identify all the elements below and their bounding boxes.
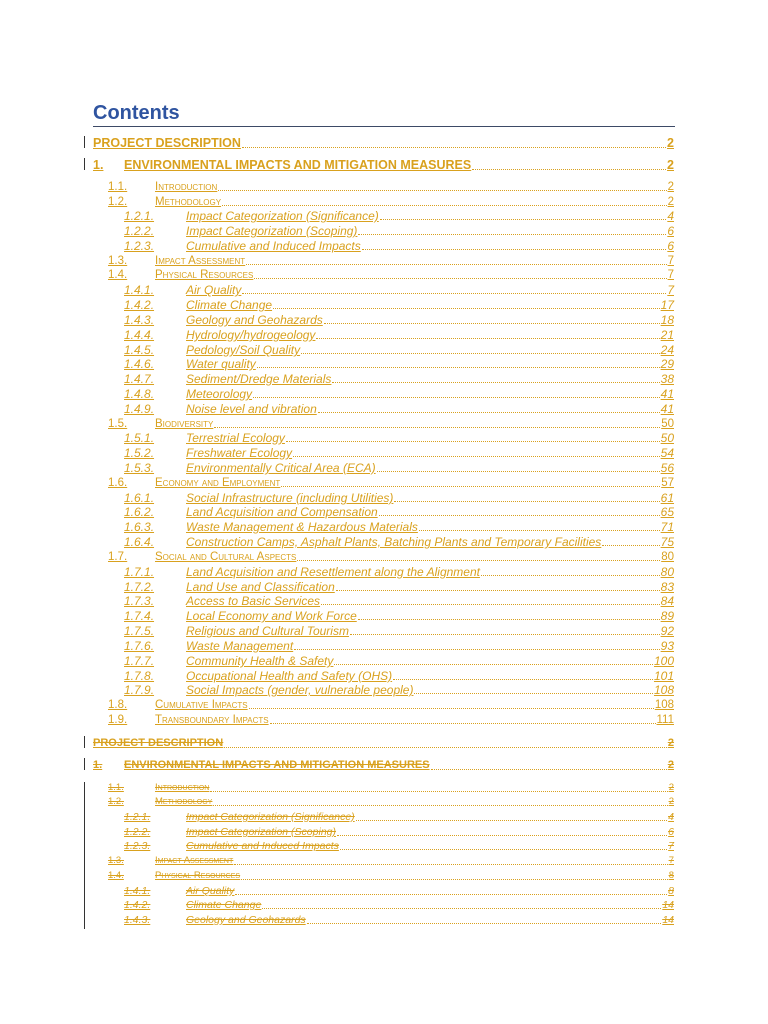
- dot-leader: [281, 486, 660, 487]
- toc-entry-page: 29: [660, 357, 674, 371]
- toc-entry[interactable]: [108, 417, 674, 431]
- dot-leader: [242, 293, 666, 294]
- toc-entry[interactable]: [124, 609, 674, 623]
- deleted-toc-entry[interactable]: [108, 869, 674, 883]
- toc-entry-page: 7: [667, 283, 674, 297]
- toc-entry-number: 1.6.3.: [124, 520, 155, 534]
- toc-entry-page: 108: [653, 683, 674, 697]
- toc-entry-number: 1.: [93, 759, 103, 771]
- toc-entry-number: 1.7.6.: [124, 639, 155, 653]
- toc-entry[interactable]: [108, 180, 674, 194]
- toc-entry-number: 1.3.: [108, 855, 124, 866]
- deleted-toc-entry[interactable]: [124, 913, 674, 927]
- toc-entry-number: 1.4.2.: [124, 899, 151, 911]
- dot-leader: [332, 382, 659, 383]
- dot-leader: [307, 923, 662, 924]
- toc-entry-page: 54: [660, 446, 674, 460]
- toc-entry[interactable]: [124, 505, 674, 519]
- toc-entry-page: 108: [654, 699, 674, 711]
- toc-entry-page: 2: [667, 136, 674, 150]
- toc-entry-page: 111: [656, 714, 674, 726]
- dot-leader: [340, 849, 667, 850]
- dot-leader: [213, 805, 667, 806]
- toc-entry-title: Impact Categorization (Significance): [186, 811, 355, 823]
- toc-entry-number: 1.4.3.: [124, 914, 151, 926]
- toc-entry-title: Sediment/Dredge Materials: [186, 372, 332, 386]
- toc-entry-number: 1.9.: [108, 714, 128, 726]
- dot-leader: [380, 219, 667, 220]
- dot-leader: [222, 205, 667, 206]
- toc-entry-page: 21: [660, 328, 674, 342]
- toc-entry-title: Climate Change: [186, 298, 273, 312]
- toc-entry-title: Physical Resources: [155, 870, 241, 881]
- dot-leader: [362, 249, 667, 250]
- toc-entry-title: Social and Cultural Aspects: [155, 551, 297, 563]
- toc-entry-page: 6: [668, 826, 674, 838]
- dot-leader: [218, 190, 666, 191]
- toc-entry-number: 1.4.2.: [124, 298, 155, 312]
- toc-entry-page: 92: [660, 624, 674, 638]
- toc-entry-number: 1.2.1.: [124, 811, 151, 823]
- deleted-toc-entry[interactable]: [124, 825, 674, 839]
- dot-leader: [324, 323, 660, 324]
- dot-leader: [358, 619, 660, 620]
- toc-entry-number: 1.7.5.: [124, 624, 155, 638]
- toc-entry-title: Pedology/Soil Quality: [186, 343, 301, 357]
- dot-leader: [270, 723, 656, 724]
- toc-entry[interactable]: [124, 535, 674, 549]
- toc-entry-page: 14: [662, 914, 674, 926]
- toc-entry-number: 1.4.6.: [124, 357, 155, 371]
- toc-entry[interactable]: [93, 157, 674, 173]
- toc-entry-page: 80: [660, 565, 674, 579]
- toc-entry-number: 1.8.: [108, 699, 128, 711]
- toc-entry[interactable]: [124, 639, 674, 653]
- toc-entry-number: 1.4.8.: [124, 387, 155, 401]
- toc-entry[interactable]: [108, 713, 674, 727]
- toc-entry-title: Meteorology: [186, 387, 253, 401]
- toc-entry-number: 1.7.8.: [124, 669, 155, 683]
- toc-entry-page: 38: [660, 372, 674, 386]
- toc-entry-page: 56: [660, 461, 674, 475]
- toc-entry[interactable]: [124, 624, 674, 638]
- toc-entry-title: Hydrology/hydrogeology: [186, 328, 316, 342]
- toc-entry-page: 2: [667, 759, 674, 771]
- toc-entry-page: 61: [660, 491, 674, 505]
- deleted-toc-entry[interactable]: [108, 795, 674, 809]
- toc-entry-title: Occupational Health and Safety (OHS): [186, 669, 393, 683]
- deleted-toc-entry[interactable]: [124, 839, 674, 853]
- toc-entry-page: 93: [660, 639, 674, 653]
- toc-entry-number: 1.7.2.: [124, 580, 155, 594]
- toc-entry-title: Climate Change: [186, 899, 262, 911]
- dot-leader: [249, 708, 654, 709]
- dot-leader: [273, 308, 660, 309]
- toc-entry-title: Economy and Employment: [155, 477, 281, 489]
- toc-entry-title: Cumulative and Induced Impacts: [186, 239, 361, 253]
- dot-leader: [318, 412, 660, 413]
- dot-leader: [394, 501, 659, 502]
- toc-entry-number: 1.4.1.: [124, 885, 151, 897]
- dot-leader: [301, 353, 660, 354]
- toc-entry-number: 1.6.2.: [124, 505, 155, 519]
- toc-entry-number: 1.4.5.: [124, 343, 155, 357]
- toc-entry-number: 1.5.2.: [124, 446, 155, 460]
- toc-entry-title: Construction Camps, Asphalt Plants, Batching Plants and Temporary Facilities: [186, 535, 602, 549]
- toc-entry-number: 1.3.: [108, 255, 128, 267]
- toc-entry-page: 57: [661, 477, 674, 489]
- toc-entry-number: 1.1.: [108, 782, 124, 793]
- toc-entry-page: 83: [660, 580, 674, 594]
- toc-entry-page: 6: [667, 224, 674, 238]
- dot-leader: [334, 664, 653, 665]
- toc-entry[interactable]: [124, 372, 674, 386]
- toc-entry-title: Air Quality: [186, 283, 242, 297]
- toc-entry-title: Noise level and vibration: [186, 402, 317, 416]
- toc-entry-page: 8: [668, 885, 674, 897]
- dot-leader: [602, 545, 659, 546]
- toc-entry-page: 7: [667, 255, 674, 267]
- toc-entry[interactable]: [124, 446, 674, 460]
- deleted-toc-entry[interactable]: [93, 757, 674, 773]
- toc-entry[interactable]: [108, 268, 674, 282]
- deleted-toc-entry[interactable]: [124, 884, 674, 898]
- toc-entry-title: Impact Assessment: [155, 255, 246, 267]
- dot-leader: [356, 820, 667, 821]
- toc-entry-title: Social Infrastructure (including Utilities): [186, 491, 394, 505]
- toc-entry[interactable]: [124, 431, 674, 445]
- dot-leader: [241, 879, 668, 880]
- toc-entry-title: Land Acquisition and Compensation: [186, 505, 378, 519]
- dot-leader: [210, 791, 667, 792]
- toc-entry-number: 1.4.3.: [124, 313, 155, 327]
- toc-entry-title: Impact Assessment: [155, 855, 234, 866]
- toc-entry[interactable]: [108, 698, 674, 712]
- dot-leader: [414, 693, 653, 694]
- toc-entry-title: Geology and Geohazards: [186, 914, 306, 926]
- toc-entry-number: 1.6.4.: [124, 535, 155, 549]
- toc-entry-title: Transboundary Impacts: [155, 714, 269, 726]
- toc-entry-title: Access to Basic Services: [186, 594, 321, 608]
- toc-entry-page: 75: [660, 535, 674, 549]
- toc-entry-number: 1.7.3.: [124, 594, 155, 608]
- toc-entry[interactable]: [124, 580, 674, 594]
- toc-entry-title: Land Acquisition and Resettlement along the Alignment: [186, 565, 480, 579]
- deleted-toc-entry[interactable]: [124, 810, 674, 824]
- toc-entry[interactable]: [124, 387, 674, 401]
- toc-entry-page: 89: [660, 609, 674, 623]
- dot-leader: [262, 908, 661, 909]
- toc-entry[interactable]: [124, 283, 674, 297]
- toc-entry[interactable]: [124, 357, 674, 371]
- toc-entry-page: 2: [668, 796, 674, 807]
- toc-entry-title: Environmentally Critical Area (ECA): [186, 461, 376, 475]
- toc-entry-page: 80: [661, 551, 674, 563]
- dot-leader: [472, 169, 666, 170]
- toc-entry[interactable]: [124, 328, 674, 342]
- toc-entry-title: Freshwater Ecology: [186, 446, 293, 460]
- toc-entry-title: PROJECT DESCRIPTION: [93, 136, 241, 150]
- toc-entry[interactable]: [93, 135, 674, 151]
- dot-leader: [234, 864, 667, 865]
- toc-entry[interactable]: [124, 669, 674, 683]
- toc-entry[interactable]: [124, 654, 674, 668]
- toc-entry-page: 17: [660, 298, 674, 312]
- toc-entry[interactable]: [124, 594, 674, 608]
- toc-entry[interactable]: [124, 520, 674, 534]
- dot-leader: [224, 747, 667, 748]
- dot-leader: [431, 769, 667, 770]
- toc-entry-number: 1.4.: [108, 870, 124, 881]
- deleted-toc-entry[interactable]: [124, 898, 674, 912]
- toc-entry-title: ENVIRONMENTAL IMPACTS AND MITIGATION MEASURES: [124, 158, 472, 172]
- dot-leader: [242, 147, 666, 148]
- toc-entry-title: Impact Categorization (Scoping): [186, 224, 358, 238]
- toc-entry[interactable]: [124, 565, 674, 579]
- toc-entry-page: 2: [667, 737, 674, 749]
- toc-entry-page: 8: [668, 870, 674, 881]
- toc-entry-page: 41: [660, 387, 674, 401]
- dot-leader: [257, 367, 660, 368]
- change-bar: [84, 158, 85, 170]
- dot-leader: [286, 441, 660, 442]
- toc-entry-page: 14: [662, 899, 674, 911]
- toc-entry[interactable]: [124, 209, 674, 223]
- toc-entry-page: 24: [660, 343, 674, 357]
- toc-entry-title: Terrestrial Ecology: [186, 431, 285, 445]
- toc-entry-title: Methodology: [155, 796, 213, 807]
- deleted-toc-entry[interactable]: [93, 735, 674, 751]
- toc-entry-page: 41: [660, 402, 674, 416]
- toc-entry-page: 100: [653, 654, 674, 668]
- toc-entry-number: 1.7.9.: [124, 683, 155, 697]
- dot-leader: [337, 835, 667, 836]
- dot-leader: [293, 456, 660, 457]
- toc-entry-page: 7: [668, 840, 674, 852]
- change-bar: [84, 136, 85, 148]
- change-bar: [84, 758, 85, 770]
- dot-leader: [379, 515, 660, 516]
- dot-leader: [481, 575, 660, 576]
- toc-entry-page: 84: [660, 594, 674, 608]
- toc-entry-page: 50: [660, 431, 674, 445]
- toc-entry-page: 4: [667, 209, 674, 223]
- dot-leader: [214, 427, 660, 428]
- toc-entry[interactable]: [124, 343, 674, 357]
- toc-entry-number: 1.6.: [108, 477, 128, 489]
- toc-entry-page: 7: [668, 855, 674, 866]
- dot-leader: [253, 397, 660, 398]
- toc-entry-number: 1.7.7.: [124, 654, 155, 668]
- toc-entry-page: 6: [667, 239, 674, 253]
- toc-entry-title: Waste Management & Hazardous Materials: [186, 520, 418, 534]
- toc-entry-number: 1.2.: [108, 796, 124, 807]
- toc-entry-number: 1.2.1.: [124, 209, 155, 223]
- toc-entry-title: Land Use and Classification: [186, 580, 335, 594]
- toc-entry-page: 7: [667, 269, 674, 281]
- toc-entry-title: Impact Categorization (Scoping): [186, 826, 336, 838]
- dot-leader: [316, 338, 659, 339]
- toc-entry-title: Geology and Geohazards: [186, 313, 323, 327]
- contents-heading: Contents: [93, 101, 675, 127]
- toc-entry-title: Community Health & Safety: [186, 654, 334, 668]
- dot-leader: [336, 590, 660, 591]
- toc-entry-page: 101: [653, 669, 674, 683]
- toc-entry-number: 1.5.1.: [124, 431, 155, 445]
- dot-leader: [358, 234, 666, 235]
- dot-leader: [235, 894, 667, 895]
- dot-leader: [419, 530, 660, 531]
- toc-entry-page: 50: [661, 418, 674, 430]
- toc-entry-page: 2: [667, 181, 674, 193]
- toc-entry-title: Introduction: [155, 782, 210, 793]
- toc-entry[interactable]: [124, 239, 674, 253]
- toc-entry-title: Cumulative Impacts: [155, 699, 248, 711]
- toc-entry-title: Air Quality: [186, 885, 235, 897]
- toc-entry-number: 1.2.3.: [124, 239, 155, 253]
- toc-entry-number: 1.4.4.: [124, 328, 155, 342]
- toc-entry[interactable]: [108, 550, 674, 564]
- toc-entry[interactable]: [108, 476, 674, 490]
- toc-entry-title: PROJECT DESCRIPTION: [93, 737, 224, 749]
- toc-entry-page: 71: [660, 520, 674, 534]
- toc-entry-number: 1.1.: [108, 181, 128, 193]
- toc-entry-title: Introduction: [155, 181, 218, 193]
- toc-entry-number: 1.7.4.: [124, 609, 155, 623]
- toc-entry-page: 4: [668, 811, 674, 823]
- toc-entry-page: 18: [660, 313, 674, 327]
- toc-entry-number: 1.2.2.: [124, 826, 151, 838]
- dot-leader: [321, 604, 660, 605]
- change-bar: [84, 736, 85, 748]
- toc-entry-number: 1.7.1.: [124, 565, 155, 579]
- toc-entry-number: 1.7.: [108, 551, 128, 563]
- toc-entry-title: Local Economy and Work Force: [186, 609, 357, 623]
- toc-entry-number: 1.5.3.: [124, 461, 155, 475]
- toc-entry-number: 1.4.1.: [124, 283, 155, 297]
- toc-entry-title: Social Impacts (gender, vulnerable people): [186, 683, 414, 697]
- dot-leader: [294, 649, 659, 650]
- toc-entry-number: 1.2.: [108, 196, 128, 208]
- dot-leader: [393, 679, 653, 680]
- toc-entry[interactable]: [124, 298, 674, 312]
- deleted-toc-entry[interactable]: [108, 781, 674, 795]
- toc-entry[interactable]: [124, 491, 674, 505]
- toc-entry[interactable]: [108, 195, 674, 209]
- toc-entry-number: 1.6.1.: [124, 491, 155, 505]
- toc-entry-number: 1.2.2.: [124, 224, 155, 238]
- toc-entry-page: 2: [667, 158, 674, 172]
- toc-entry-page: 2: [667, 196, 674, 208]
- dot-leader: [297, 560, 660, 561]
- toc-entry-number: 1.2.3.: [124, 840, 151, 852]
- toc-entry-title: Impact Categorization (Significance): [186, 209, 379, 223]
- toc-entry-number: 1.: [93, 158, 104, 172]
- toc-entry-number: 1.4.: [108, 269, 128, 281]
- toc-entry-title: Waste Management: [186, 639, 294, 653]
- dot-leader: [246, 264, 666, 265]
- toc-entry[interactable]: [124, 402, 674, 416]
- toc-entry-title: Cumulative and Induced Impacts: [186, 840, 339, 852]
- toc-entry-title: Water quality: [186, 357, 256, 371]
- deleted-toc-entry[interactable]: [108, 854, 674, 868]
- toc-entry-number: 1.4.7.: [124, 372, 155, 386]
- toc-entry-title: Biodiversity: [155, 418, 214, 430]
- toc-entry-title: ENVIRONMENTAL IMPACTS AND MITIGATION MEASURES: [124, 759, 430, 771]
- toc-entry[interactable]: [108, 254, 674, 268]
- toc-entry[interactable]: [124, 683, 674, 697]
- dot-leader: [254, 278, 666, 279]
- dot-leader: [377, 471, 660, 472]
- toc-entry[interactable]: [124, 461, 674, 475]
- dot-leader: [350, 634, 660, 635]
- toc-entry-title: Methodology: [155, 196, 222, 208]
- toc-entry[interactable]: [124, 313, 674, 327]
- toc-entry-number: 1.4.9.: [124, 402, 155, 416]
- toc-entry[interactable]: [124, 224, 674, 238]
- toc-entry-page: 65: [660, 505, 674, 519]
- toc-entry-page: 2: [668, 782, 674, 793]
- toc-entry-title: Religious and Cultural Tourism: [186, 624, 349, 638]
- change-bar: [84, 782, 85, 929]
- toc-entry-number: 1.5.: [108, 418, 128, 430]
- toc-entry-title: Physical Resources: [155, 269, 254, 281]
